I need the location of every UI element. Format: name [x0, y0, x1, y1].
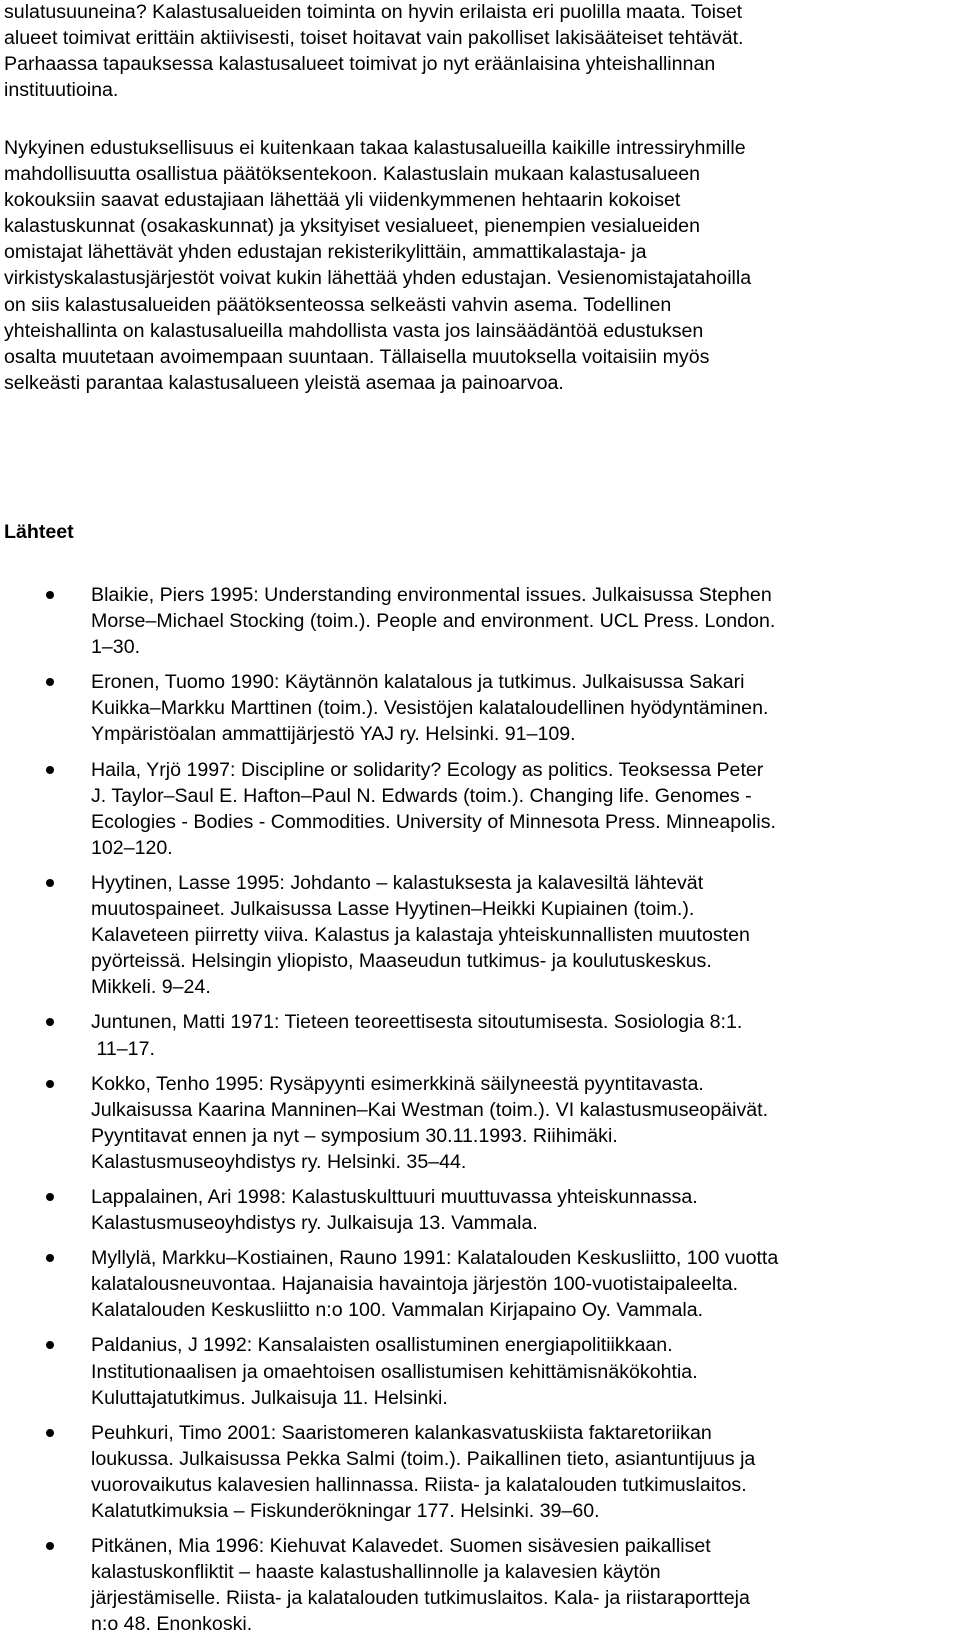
reference-line: järjestämiselle. Riista- ja kalatalouden tutkimuslaitos. Kala- ja riistaraportteja: [91, 1587, 750, 1610]
reference-line: Mikkeli. 9–24.: [91, 976, 211, 999]
text-line: osalta muutetaan avoimempaan suuntaan. Tällaisella muutoksella voitaisiin myös: [4, 345, 710, 368]
text-line: kalastuskunnat (osakaskunnat) ja yksityiset vesialueet, pienempien vesialueiden: [4, 215, 700, 238]
reference-line: 102–120.: [91, 836, 173, 859]
text-line: Nykyinen edustuksellisuus ei kuitenkaan takaa kalastusalueilla kaikille intressiryhmille: [4, 137, 746, 159]
paragraph-representation: [4, 135, 952, 396]
bullet-icon: [46, 766, 54, 774]
bullet-icon: [46, 879, 54, 887]
reference-line: Myllylä, Markku–Kostiainen, Rauno 1991: Kalatalouden Keskusliitto, 100 vuotta: [91, 1247, 779, 1270]
text-line: virkistyskalastusjärjestöt voivat kukin lähettää yhden edustajan. Vesienomistajatahoilla: [4, 267, 752, 290]
reference-item: [0, 757, 960, 861]
reference-line: muutospaineet. Julkaisussa Lasse Hyytinen–Heikki Kupiainen (toim.).: [91, 898, 695, 921]
reference-line: Juntunen, Matti 1971: Tieteen teoreettisesta sitoutumisesta. Sosiologia 8:1.: [91, 1011, 743, 1034]
reference-item: [0, 582, 960, 660]
reference-line: loukussa. Julkaisussa Pekka Salmi (toim.). Paikallinen tieto, asiantuntijuus ja: [91, 1447, 756, 1470]
text-line: instituutioina.: [4, 79, 119, 102]
reference-line: Paldanius, J 1992: Kansalaisten osallistuminen energiapolitiikkaan.: [91, 1334, 673, 1357]
reference-line: vuorovaikutus kalavesien hallinnassa. Riista- ja kalatalouden tutkimuslaitos.: [91, 1473, 747, 1496]
reference-line: Julkaisussa Kaarina Manninen–Kai Westman (toim.). VI kalastusmuseopäivät.: [91, 1098, 769, 1121]
reference-item: [0, 1071, 960, 1175]
reference-line: Pitkänen, Mia 1996: Kiehuvat Kalavedet. Suomen sisävesien paikalliset: [91, 1535, 711, 1558]
reference-line: Hyytinen, Lasse 1995: Johdanto – kalastuksesta ja kalavesiltä lähtevät: [91, 871, 704, 894]
reference-line: Eronen, Tuomo 1990: Käytännön kalatalous ja tutkimus. Julkaisussa Sakari: [91, 671, 745, 694]
text-line: selkeästi parantaa kalastusalueen yleistä asemaa ja painoarvoa.: [4, 371, 564, 394]
reference-item: [0, 1533, 960, 1637]
reference-item: [0, 1332, 960, 1410]
reference-item: [0, 1245, 960, 1323]
bullet-icon: [46, 1193, 54, 1201]
reference-item: [0, 1009, 960, 1061]
reference-line: kalatalousneuvontaa. Hajanaisia havaintoja järjestön 100-vuotistaipaleelta.: [91, 1273, 739, 1296]
text-line: yhteishallinta on kalastusalueilla mahdollista vasta jos lainsäädäntöä edustuksen: [4, 319, 704, 342]
bullet-icon: [46, 1080, 54, 1088]
bullet-icon: [46, 1018, 54, 1026]
text-line: alueet toimivat erittäin aktiivisesti, toiset hoitavat vain pakolliset lakisääteiset tehtävät.: [4, 27, 744, 50]
reference-line: Kalaveteen piirretty viiva. Kalastus ja kalastaja yhteiskunnallisten muutosten: [91, 924, 750, 947]
bullet-icon: [46, 1429, 54, 1437]
reference-item: [0, 1184, 960, 1236]
text-line: omistajat lähettävät yhden edustajan rekisterikylittäin, ammattikalastaja- ja: [4, 241, 647, 264]
reference-line: Kalastusmuseoyhdistys ry. Julkaisuja 13. Vammala.: [91, 1212, 538, 1235]
reference-line: 1–30.: [91, 636, 141, 659]
reference-line: kalastuskonfliktit – haaste kalastushallinnolle ja kalavesien käytön: [91, 1561, 661, 1584]
reference-line: Kuikka–Markku Marttinen (toim.). Vesistöjen kalataloudellinen hyödyntäminen.: [91, 697, 769, 720]
bullet-icon: [46, 1341, 54, 1349]
bullet-icon: [46, 1254, 54, 1262]
sources-heading: Lähteet: [4, 521, 74, 543]
reference-item: [0, 669, 960, 747]
reference-line: pyörteissä. Helsingin yliopisto, Maaseudun tutkimus- ja koulutuskeskus.: [91, 950, 712, 973]
reference-line: Ympäristöalan ammattijärjestö YAJ ry. Helsinki. 91–109.: [91, 723, 576, 746]
bullet-icon: [46, 591, 54, 599]
reference-line: n:o 48. Enonkoski.: [91, 1613, 253, 1636]
text-line: on siis kalastusalueiden päätöksenteossa selkeästi vahvin asema. Todellinen: [4, 293, 672, 316]
reference-line: Kalatutkimuksia – Fiskunderökningar 177. Helsinki. 39–60.: [91, 1500, 600, 1522]
reference-line: Morse–Michael Stocking (toim.). People and environment. UCL Press. London.: [91, 610, 776, 633]
reference-line: Kalastusmuseoyhdistys ry. Helsinki. 35–44.: [91, 1150, 467, 1173]
reference-line: Blaikie, Piers 1995: Understanding environmental issues. Julkaisussa Stephen: [91, 584, 772, 606]
reference-line: Kuluttajatutkimus. Julkaisuja 11. Helsinki.: [91, 1386, 448, 1409]
text-line: mahdollisuutta osallistua päätöksentekoon. Kalastuslain mukaan kalastusalueen: [4, 163, 701, 186]
reference-line: Pyyntitavat ennen ja nyt – symposium 30.11.1993. Riihimäki.: [91, 1124, 618, 1147]
reference-line: Peuhkuri, Timo 2001: Saaristomeren kalankasvatuskiista faktaretoriikan: [91, 1421, 712, 1444]
reference-line: Lappalainen, Ari 1998: Kalastuskulttuuri muuttuvassa yhteiskunnassa.: [91, 1185, 698, 1208]
text-line: Parhaassa tapauksessa kalastusalueet toimivat jo nyt eräänlaisina yhteishallinnan: [4, 53, 716, 76]
reference-line: Institutionaalisen ja omaehtoisen osallistumisen kehittämisnäkökohtia.: [91, 1360, 698, 1383]
reference-line: Kalatalouden Keskusliitto n:o 100. Vammalan Kirjapaino Oy. Vammala.: [91, 1299, 704, 1322]
bullet-icon: [46, 678, 54, 686]
reference-item: [0, 1420, 960, 1524]
text-line: kokouksiin saavat edustajiaan lähettää yli viidenkymmenen hehtaarin kokoiset: [4, 189, 681, 212]
text-line: sulatusuuneina? Kalastusalueiden toiminta on hyvin erilaista eri puolilla maata. Toiset: [4, 1, 743, 23]
reference-line: J. Taylor–Saul E. Hafton–Paul N. Edwards (toim.). Changing life. Genomes -: [91, 784, 752, 807]
reference-line: Ecologies - Bodies - Commodities. University of Minnesota Press. Minneapolis.: [91, 810, 776, 833]
reference-item: [0, 870, 960, 1000]
reference-line: Kokko, Tenho 1995: Rysäpyynti esimerkkinä säilyneestä pyyntitavasta.: [91, 1072, 704, 1095]
reference-line: 11–17.: [91, 1037, 155, 1060]
reference-line: Haila, Yrjö 1997: Discipline or solidarity? Ecology as politics. Teoksessa Peter: [91, 758, 764, 781]
reference-list: [0, 582, 960, 1646]
paragraph-intro: [4, 0, 952, 103]
bullet-icon: [46, 1542, 54, 1550]
